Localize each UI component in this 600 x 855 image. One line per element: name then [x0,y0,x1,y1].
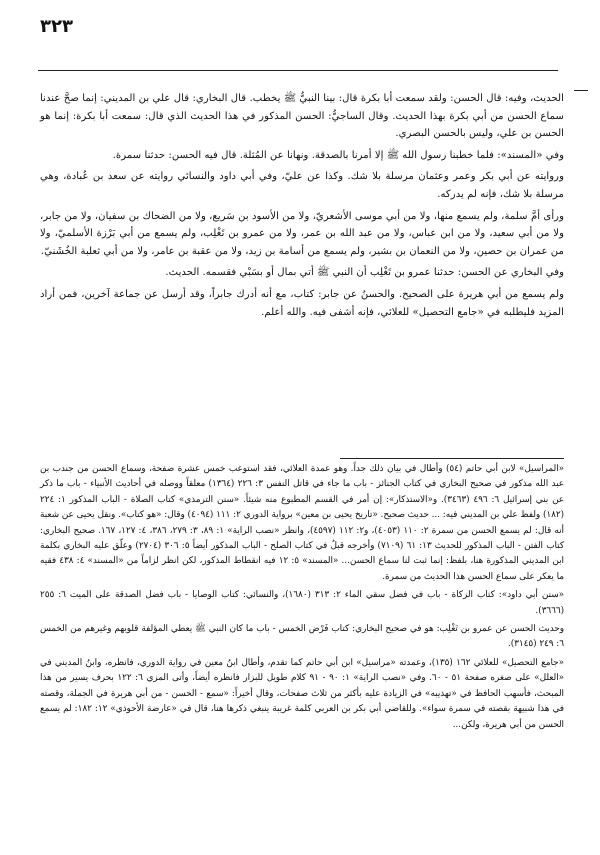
footnote-rule [340,458,564,459]
header-rule [38,70,558,71]
paragraph: ولم يسمع من أبي هريرة على الصحيح. والحسنُ عن جابر: كتاب، مع أنه أدرك جابراً، وقد أرسل عن جماعة آخرين، فمن أراد المزيد فليطلبه في «جامع التحصيل» للعلائي، فإنه أشفى فيه. والله أعلم. [40,288,564,318]
main-text [40,90,564,325]
footnote: وحديث الحسن عن عمرو بن تَغْلِب: هو في صحيح البخاري: كتاب فَرْض الخمس - باب ما كان النبي ﷺ يعطي المؤلفة قلوبهم وغيرهم من الخمس ٦: ٢٤٩ (٣١٤٥). [40,624,564,650]
footnotes [40,462,564,736]
margin-mark [574,90,588,91]
paragraph: وروايته عن أبي بكر وعمر وعثمان مرسلة بلا شك. وكذا عن عليّ، وفي أبي داود والنسائي روايته عن سعد بن عُبادة، وهي مرسلة بلا شك، فإنه لم يدركه. [40,171,564,200]
paragraph: وفي البخاري عن الحسن: حدثنا عمرو بن تَغْلِب أن النبي ﷺ أتي بمال أو بسَبْي فقسمه. الحديث. [165,267,564,279]
paragraph: وفي «المسند»: فلما خطبنا رسول الله ﷺ إلا أمرنا بالصدقة. ونهانا عن المُثلة. قال فيه الحسن: حدثنا سمرة. [112,149,564,161]
footnote: «جامع التحصيل» للعلائي ١٦٢ (١٣٥)، وعمدته «مراسيل» ابن أبي حاتم كما تقدم، وأطال ابنُ معين في رواية الدوري، فانظره، وابنُ المديني في «العلل» على صغره صفحة ٥١ - ٦٠. وفي «نصب الراية» ١: ٩٠ - ٩١ كلام طويل للبزار فانظره أيضاً، وأتى المزي ٦: ١٢٢ بحرف يسير من هذا المبحث، فأسهب الحافظ في «تهذيبه» في الزيادة عليه بأكثر من ثلاث صفحات، وقال أخيراً: «سمع - الحسن - من أبي هريرة في الجملة، وقصته في هذا شبيهة بقصته في سمرة سواء». وللقاضي أبي بكر بن العربي كلمة غريبة ينبغي ذكرها هنا، قال في «عارضة الأحوذي» ١٢: ١٨٢: لم يسمع الحسن من أبي هريرة، ولكن... [40,657,565,730]
paragraph: ورأى أمَّ سلمة، ولم يسمع منها، ولا من أبي موسى الأشعريّ، ولا من الأسود بن سَريع، ولا من الضحاك بن سفيان، ولا من جابر، ولا من أبي سعيد، ولا من ابن عباس، ولا من عبد الله بن عمر، ولا من عمرو بن تَغْلِب، ولم يسمع من أبي بَرْزة الأسلميّ، ولا من عمران بن حصين، ولا من النعمان بن بشير، ولم يسمع من أسامة بن زيد، ولا من عقبة بن عامر، ولا من أبي ثعلبة الخُشَنيّ. [40,210,564,257]
page-number: ٣٢٣ [40,16,73,37]
footnote: «المراسيل» لابن أبي حاتم (٥٤) وأطال في بيان ذلك جداً. وهو عمدة العلائي، فقد استوعب خمس عشرة صفحة، وسماع الحسن من جندب بن عبد الله مذكور في صحيح البخاري في كتاب الجنائز - باب ما جاء في قاتل النفس ٣: ٢٢٦ (١٣٦٤) معلقاً ووصله في أحاديث الأنبياء - باب ما ذكر عن بني إسرائيل ٦: ٤٩٦ (٣٤٦٣). و«الاستذكار»: إن أمر في القسم المطبوع منه شيئاً. «سنن الترمذي» كتاب الصلاة - الباب المذكور ١: ٢٢٤ (١٨٢) ولفظ علي بن المديني فيه: ... حديث صحيح. «تاريخ يحيى بن معين» برواية الدوري ٢: ١١١ (٤٠٩٤) وقال: «هو كتاب». ونقل يحيى عن شعبة أنه قال: لم يسمع الحسن من سمرة ٢: ١١٠ (٤٠٥٣)، و٢: ١١٢ (٤٥٩٧)، وانظر «نصب الراية» ١: ٨٩، ٣: ٢٧٩، ٣٨٦، ٤: ١٢٧، ١٦٧. صحيح البخاري: كتاب الفتن - الباب المذكور للحديث ١٣: ٦١ (٧١٠٩) وأخرجه قبلُ في كتاب الصلح - الباب المذكور أيضاً ٥: ٣٠٦ (٢٧٠٤) وعلّق عليه البخاري بكلمة ابن المديني المذكورة هنا، بلفظ: إنما ثبت لنا سماع الحسن... «المسند» ٥: ١٢ فيه انقطاط المذكور، لكن انظر لزاماً من «المسند» ٤: ٤٣٨ فقيه ما يعكر على سماع الحسن هذا الحديث من سمرة. [40,464,565,582]
paragraph: الحديث، وفيه: قال الحسن: ولقد سمعت أبا بكرة قال: بينا النبيُّ ﷺ يخطب. قال البخاري: قال علي بن المديني: إنما صحَّ عندنا سماع الحسن من أبي بكرة بهذا الحديث. وقال الساجيُّ: الحسن المذكور في هذا الحديث الذي قال: سمعت أبا بكرة: إنما هو الحسن بن علي، وليس بالحسن البصري. [40,93,564,140]
footnote: «سنن أبي داود»: كتاب الزكاة - باب في فضل سقي الماء ٢: ٣١٣ (١٦٨٠)، والنسائي: كتاب الوصايا - باب فضل الصدقة على الميت ٦: ٢٥٥ (٣٦٦٦). [40,590,564,616]
